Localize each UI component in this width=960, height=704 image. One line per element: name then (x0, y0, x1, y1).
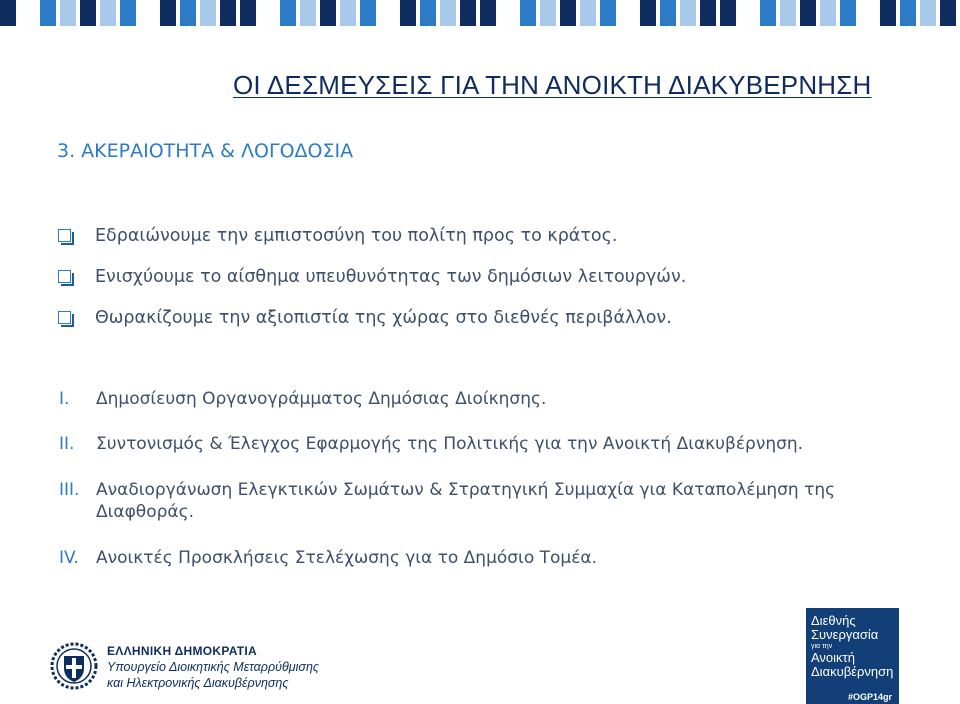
pattern-square (420, 0, 436, 26)
pattern-square (80, 0, 96, 26)
item-number: IV. (59, 548, 79, 568)
pattern-square (220, 0, 236, 26)
pattern-square (740, 0, 756, 26)
pattern-square (780, 0, 796, 26)
pattern-square (900, 0, 916, 26)
bullet-item: Θωρακίζουμε την αξιοπιστία της χώρας στο διεθνές περιβάλλον. (58, 306, 686, 329)
pattern-square (340, 0, 356, 26)
ministry-name-line2: και Ηλεκτρονικής Διακυβέρνησης (107, 676, 289, 690)
ogp-line: Ανοικτή (811, 650, 855, 665)
pattern-square (700, 0, 716, 26)
pattern-square (0, 0, 16, 26)
item-text: Αναδιοργάνωση Ελεγκτικών Σωμάτων & Στρατηγική Συμμαχία για Καταπολέμηση της (96, 480, 836, 500)
pattern-square (120, 0, 136, 26)
pattern-square (480, 0, 496, 26)
pattern-square (100, 0, 116, 26)
bullet-item: Ενισχύουμε το αίσθημα υπευθυνότητας των δημόσιων λειτουργών. (58, 265, 686, 288)
government-name: ΕΛΛΗΝΙΚΗ ΔΗΜΟΚΡΑΤΙΑ (107, 644, 257, 658)
pattern-square (160, 0, 176, 26)
pattern-square (140, 0, 156, 26)
item-number: III. (59, 480, 80, 500)
pattern-square (380, 0, 396, 26)
ministry-logo (50, 640, 320, 692)
pattern-square (860, 0, 876, 26)
checkbox-bullet-icon (58, 311, 71, 324)
ogp-line: Διεθνής (811, 613, 856, 628)
pattern-square (320, 0, 336, 26)
pattern-square (720, 0, 736, 26)
page-title: ΟΙ ΔΕΣΜΕΥΣΕΙΣ ΓΙΑ ΤΗΝ ΑΝΟΙΚΤΗ ΔΙΑΚΥΒΕΡΝΗΣΗ (233, 70, 872, 100)
bullet-item: Εδραιώνουμε την εμπιστοσύνη του πολίτη προς το κράτος. (58, 224, 686, 247)
pattern-square (540, 0, 556, 26)
checkbox-bullet-icon (58, 270, 71, 283)
pattern-square (20, 0, 36, 26)
pattern-square (460, 0, 476, 26)
pattern-square (940, 0, 956, 26)
pattern-square (200, 0, 216, 26)
pattern-square (580, 0, 596, 26)
pattern-square (520, 0, 536, 26)
greek-coat-of-arms-icon (50, 642, 98, 690)
pattern-square (680, 0, 696, 26)
item-number: I. (59, 389, 70, 409)
section-heading: 3. ΑΚΕΡΑΙΟΤΗΤΑ & ΛΟΓΟΔΟΣΙΑ (57, 140, 354, 162)
pattern-square (280, 0, 296, 26)
pattern-square (800, 0, 816, 26)
commitment-bullets (58, 224, 686, 347)
pattern-square (60, 0, 76, 26)
top-squares-pattern (0, 0, 960, 26)
checkbox-bullet-icon (58, 229, 71, 242)
pattern-square (440, 0, 456, 26)
pattern-square (360, 0, 376, 26)
item-text-continued: Διαφθοράς. (96, 502, 194, 522)
pattern-square (400, 0, 416, 26)
pattern-square (560, 0, 576, 26)
pattern-square (880, 0, 896, 26)
ministry-name-line1: Υπουργείο Διοικητικής Μεταρρύθμισης (107, 660, 319, 674)
item-text: Δημοσίευση Οργανογράμματος Δημόσιας Διοίκησης. (96, 389, 547, 409)
ogp-logo (806, 608, 899, 704)
top-decorative-bar (0, 0, 960, 26)
pattern-square (920, 0, 936, 26)
pattern-square (620, 0, 636, 26)
pattern-square (660, 0, 676, 26)
pattern-square (40, 0, 56, 26)
ogp-line: Συνεργασία (811, 627, 879, 642)
item-text: Ανοικτές Προσκλήσεις Στελέχωσης για το Δημόσιο Τομέα. (96, 548, 598, 568)
item-text: Συντονισμός & Έλεγχος Εφαρμογής της Πολιτικής για την Ανοικτή Διακυβέρνηση. (96, 434, 804, 454)
pattern-square (260, 0, 276, 26)
ogp-small-text: για την (811, 643, 833, 650)
pattern-square (180, 0, 196, 26)
pattern-square (820, 0, 836, 26)
pattern-square (760, 0, 776, 26)
pattern-square (300, 0, 316, 26)
pattern-square (240, 0, 256, 26)
pattern-square (640, 0, 656, 26)
ogp-hashtag: #OGP14gr (848, 692, 893, 702)
pattern-square (600, 0, 616, 26)
item-number: II. (59, 434, 75, 454)
ogp-line: Διακυβέρνηση (811, 664, 894, 679)
pattern-square (500, 0, 516, 26)
pattern-square (840, 0, 856, 26)
